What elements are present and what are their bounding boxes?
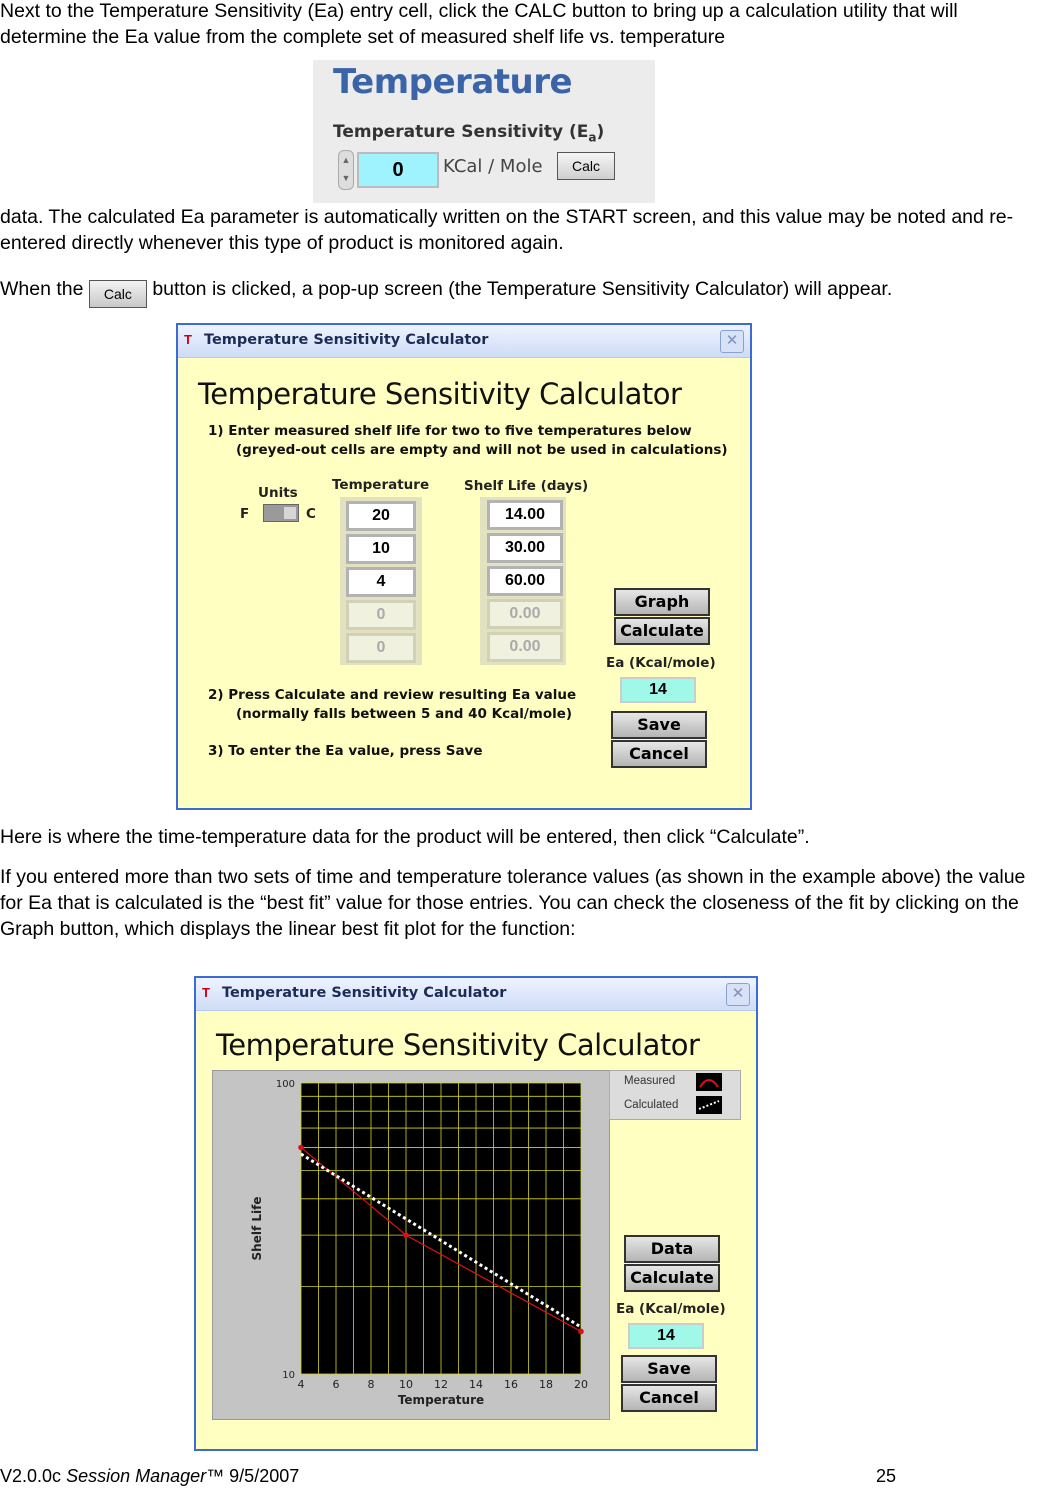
legend-calculated-swatch xyxy=(696,1096,722,1114)
snippet-unit: KCal / Mole xyxy=(443,156,543,177)
window-title: Temperature Sensitivity Calculator xyxy=(198,377,682,411)
footer-product: Session Manager™ xyxy=(66,1466,225,1486)
measured-point xyxy=(298,1145,304,1151)
save-button[interactable]: Save xyxy=(621,1355,717,1383)
unit-f-label: F xyxy=(240,506,250,522)
temperature-cell[interactable]: 20 xyxy=(346,501,416,531)
titlebar-text: Temperature Sensitivity Calculator xyxy=(222,985,507,1001)
close-icon[interactable]: ✕ xyxy=(726,983,750,1006)
y-tick-label: 10 xyxy=(282,1370,295,1381)
step3-text: 3) To enter the Ea value, press Save xyxy=(208,743,483,759)
close-icon[interactable]: ✕ xyxy=(720,330,744,353)
footer-version: V2.0.0c xyxy=(0,1466,62,1486)
y-tick-label: 100 xyxy=(275,1079,295,1090)
unit-c-label: C xyxy=(306,506,316,522)
title-bar xyxy=(196,978,756,1011)
ea-value: 14 xyxy=(620,677,696,703)
temperature-cell-empty[interactable]: 0 xyxy=(346,633,416,663)
ea-label: Ea (Kcal/mole) xyxy=(616,1301,726,1317)
step1b-text: (greyed-out cells are empty and will not be used in calculations) xyxy=(236,442,728,458)
ea-entry-field[interactable]: 0 xyxy=(357,152,439,188)
paragraph-entry: Here is where the time-temperature data for the product will be entered, then click “Calculate”. xyxy=(0,826,810,848)
units-toggle[interactable] xyxy=(263,504,299,522)
paragraph-calc: When the Calc button is clicked, a pop-up screen (the Temperature Sensitivity Calculator) will appear. xyxy=(0,276,1040,308)
temperature-header: Temperature xyxy=(332,477,430,493)
snippet-title: Temperature xyxy=(333,62,573,102)
paragraph-data: data. The calculated Ea parameter is automatically written on the START screen, and this value may be noted and re-entered directly whenever this type of product is monitored again. xyxy=(0,206,1014,254)
shelf-life-cell[interactable]: 14.00 xyxy=(487,500,563,530)
shelf-life-cell-empty[interactable]: 0.00 xyxy=(487,632,563,662)
shelf-life-cell[interactable]: 60.00 xyxy=(487,566,563,596)
calc-button[interactable]: Calc xyxy=(557,152,615,180)
ea-label: Ea (Kcal/mole) xyxy=(606,655,716,671)
cancel-button[interactable]: Cancel xyxy=(611,740,707,768)
title-bar xyxy=(178,325,750,358)
spinner-icon[interactable]: ▲ ▼ xyxy=(338,150,354,190)
y-axis-label: Shelf Life xyxy=(250,1196,264,1261)
shelf-life-cell[interactable]: 30.00 xyxy=(487,533,563,563)
measured-point xyxy=(578,1329,584,1335)
legend-measured-label: Measured xyxy=(624,1075,676,1087)
step1-text: 1) Enter measured shelf life for two to five temperatures below xyxy=(208,423,692,439)
data-button[interactable]: Data xyxy=(624,1235,720,1263)
x-axis-label: Temperature xyxy=(397,1393,485,1407)
temperature-panel-snippet xyxy=(313,60,655,203)
legend-measured-swatch xyxy=(696,1073,722,1091)
calculate-button[interactable]: Calculate xyxy=(614,617,710,645)
graph-panel xyxy=(212,1070,610,1420)
window-title: Temperature Sensitivity Calculator xyxy=(216,1028,700,1062)
titlebar-text: Temperature Sensitivity Calculator xyxy=(204,332,489,348)
temperature-cell[interactable]: 10 xyxy=(346,534,416,564)
step2b-text: (normally falls between 5 and 40 Kcal/mole) xyxy=(236,706,573,722)
shelf-life-chart xyxy=(213,1071,609,1419)
calculate-button[interactable]: Calculate xyxy=(624,1264,720,1292)
page-number: 25 xyxy=(876,1466,897,1486)
footer-left xyxy=(0,1466,299,1487)
save-button[interactable]: Save xyxy=(611,711,707,739)
snippet-label: Temperature Sensitivity $(E_a)$ xyxy=(333,122,605,145)
x-tick-label: 18 xyxy=(539,1378,553,1391)
units-label: Units xyxy=(258,485,298,501)
shelf-life-cell-empty[interactable]: 0.00 xyxy=(487,599,563,629)
legend-calculated-label: Calculated xyxy=(624,1099,679,1111)
footer-date: 9/5/2007 xyxy=(229,1466,300,1486)
intro-paragraph: Next to the Temperature Sensitivity (Ea) entry cell, click the CALC button to bring up a calculation utility that will determine the Ea value from the complete set of measured shelf life vs. temperature xyxy=(0,0,958,48)
x-tick-label: 14 xyxy=(469,1378,483,1391)
graph-button[interactable]: Graph xyxy=(614,588,710,616)
x-tick-label: 20 xyxy=(574,1378,588,1391)
step2-text: 2) Press Calculate and review resulting Ea value xyxy=(208,687,577,703)
legend xyxy=(609,1070,741,1120)
x-tick-label: 10 xyxy=(399,1378,413,1391)
inline-calc-button: Calc xyxy=(89,280,147,308)
temperature-cell-empty[interactable]: 0 xyxy=(346,600,416,630)
temperature-cell[interactable]: 4 xyxy=(346,567,416,597)
app-icon: T xyxy=(202,985,210,1000)
shelf-life-header: Shelf Life (days) xyxy=(464,478,589,494)
x-tick-label: 12 xyxy=(434,1378,448,1391)
x-tick-label: 6 xyxy=(332,1378,340,1391)
measured-point xyxy=(403,1232,409,1238)
app-icon: T xyxy=(184,332,192,347)
cancel-button[interactable]: Cancel xyxy=(621,1384,717,1412)
calculator-window-graph xyxy=(194,976,758,1451)
ea-value: 14 xyxy=(628,1323,704,1349)
calculator-window-data xyxy=(176,323,752,810)
paragraph-bestfit: If you entered more than two sets of time and temperature tolerance values (as shown in the example above) the value for Ea that is calculated is the “best fit” value for those entries. You can check the closeness of the fit by clicking on the Graph button, which displays the linear best fit plot for the function: xyxy=(0,866,1026,940)
x-tick-label: 8 xyxy=(367,1378,375,1391)
x-tick-label: 4 xyxy=(297,1378,305,1391)
x-tick-label: 16 xyxy=(504,1378,518,1391)
